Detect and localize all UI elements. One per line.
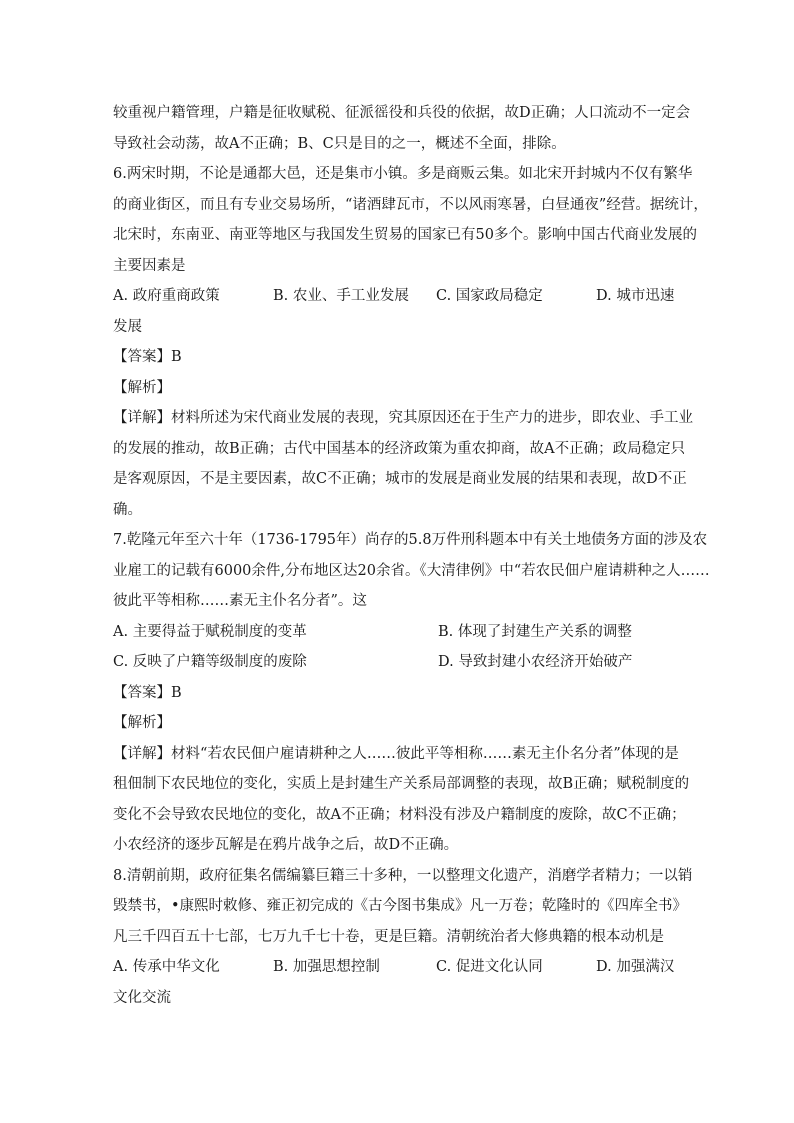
question-6: [113, 159, 708, 525]
question-stem-line: 8.清朝前期，政府征集名儒编纂巨籍三十多种，一以整理文化遗产，消磨学者精力；一以销: [113, 867, 693, 884]
question-stem-line: 毁禁书，•康熙时敕修、雍正初完成的《古今图书集成》凡一万卷；乾隆时的《四库全书》: [113, 898, 688, 914]
question-stem-line: 主要因素是: [113, 257, 186, 274]
option-d: D. 导致封建小农经济开始破产: [438, 654, 633, 670]
option-b: B. 加强思想控制: [273, 959, 380, 975]
option-a: A. 传承中华文化: [113, 959, 220, 975]
option-d-continuation: 文化交流: [113, 989, 171, 1006]
text-line: 导致社会动荡，故A不正确；B、C只是目的之一，概述不全面，排除。: [113, 135, 566, 152]
option-a: A. 主要得益于赋税制度的变革: [113, 623, 307, 640]
detail-line: 【详解】材料“若农民佃户雇请耕种之人……彼此平等相称……素无主仆名分者”体现的是: [113, 745, 679, 762]
question-stem-line: 6.两宋时期，不论是通都大邑，还是集市小镇。多是商贩云集。如北宋开封城内不仅有繁华: [113, 166, 693, 182]
question-stem-line: 业雇工的记载有6000余件,分布地区达20余省。《大清律例》中“若农民佃户雇请耕种之人……: [113, 562, 710, 579]
answer-options-row-1: [113, 617, 685, 648]
option-d-continuation: 发展: [113, 318, 142, 335]
document-page: [113, 98, 710, 1013]
detail-line: 是客观原因，不是主要因素，故C不正确；城市的发展是商业发展的结果和表现，故D不正: [113, 471, 687, 487]
analysis-label: 【解析】: [113, 379, 171, 396]
question-stem-line: 彼此平等相称……素无主仆名分者”。这: [113, 593, 367, 609]
question-7: [113, 525, 710, 861]
answer-options: [113, 952, 685, 983]
detail-line: 变化不会导致农民地位的变化，故A不正确；材料没有涉及户籍制度的废除，故C不正确；: [113, 806, 686, 823]
detail-line: 【详解】材料所述为宋代商业发展的表现，究其原因还在于生产力的进步，即农业、手工业: [113, 410, 693, 426]
option-c: C. 国家政局稳定: [436, 288, 543, 304]
question-stem-line: 7.乾隆元年至六十年（1736-1795年）尚存的5.8万件刑科题本中有关土地债务方面的涉及农: [113, 532, 708, 548]
option-b: B. 体现了封建生产关系的调整: [438, 623, 632, 640]
option-c: C. 反映了户籍等级制度的废除: [113, 654, 307, 670]
analysis-label: 【解析】: [113, 715, 171, 731]
question-8: [113, 861, 693, 1014]
question-stem-line: 北宋时，东南亚、南亚等地区与我国发生贸易的国家已有50多个。影响中国古代商业发展的: [113, 227, 697, 243]
text-line: 较重视户籍管理，户籍是征收赋税、征派徭役和兵役的依据，故D正确；人口流动不一定会: [113, 105, 691, 121]
option-b: B. 农业、手工业发展: [273, 288, 409, 304]
question-stem-line: 的商业街区，而且有专业交易场所，“诸酒肆瓦市，不以风雨寒暑，白昼通夜”经营。据统计，: [113, 196, 708, 213]
answer-label: 【答案】B: [113, 684, 182, 701]
detail-line: 的发展的推动，故B正确；古代中国基本的经济政策为重农抑商，故A不正确；政局稳定只: [113, 440, 686, 457]
detail-line: 租佃制下农民地位的变化，实质上是封建生产关系局部调整的表现，故B正确；赋税制度的: [113, 776, 690, 792]
option-a: A. 政府重商政策: [113, 288, 220, 304]
option-d: D. 加强满汉: [596, 959, 675, 975]
answer-options-row-2: [113, 647, 685, 678]
detail-line: 确。: [113, 501, 142, 518]
previous-explanation-tail: [113, 98, 691, 159]
option-c: C. 促进文化认同: [436, 959, 543, 975]
option-d: D. 城市迅速: [596, 288, 675, 304]
answer-options: [113, 281, 685, 312]
question-stem-line: 凡三千四百五十七部，七万九千七十卷，更是巨籍。清朝统治者大修典籍的根本动机是: [113, 928, 664, 945]
answer-label: 【答案】B: [113, 349, 182, 365]
detail-line: 小农经济的逐步瓦解是在鸦片战争之后，故D不正确。: [113, 837, 459, 853]
